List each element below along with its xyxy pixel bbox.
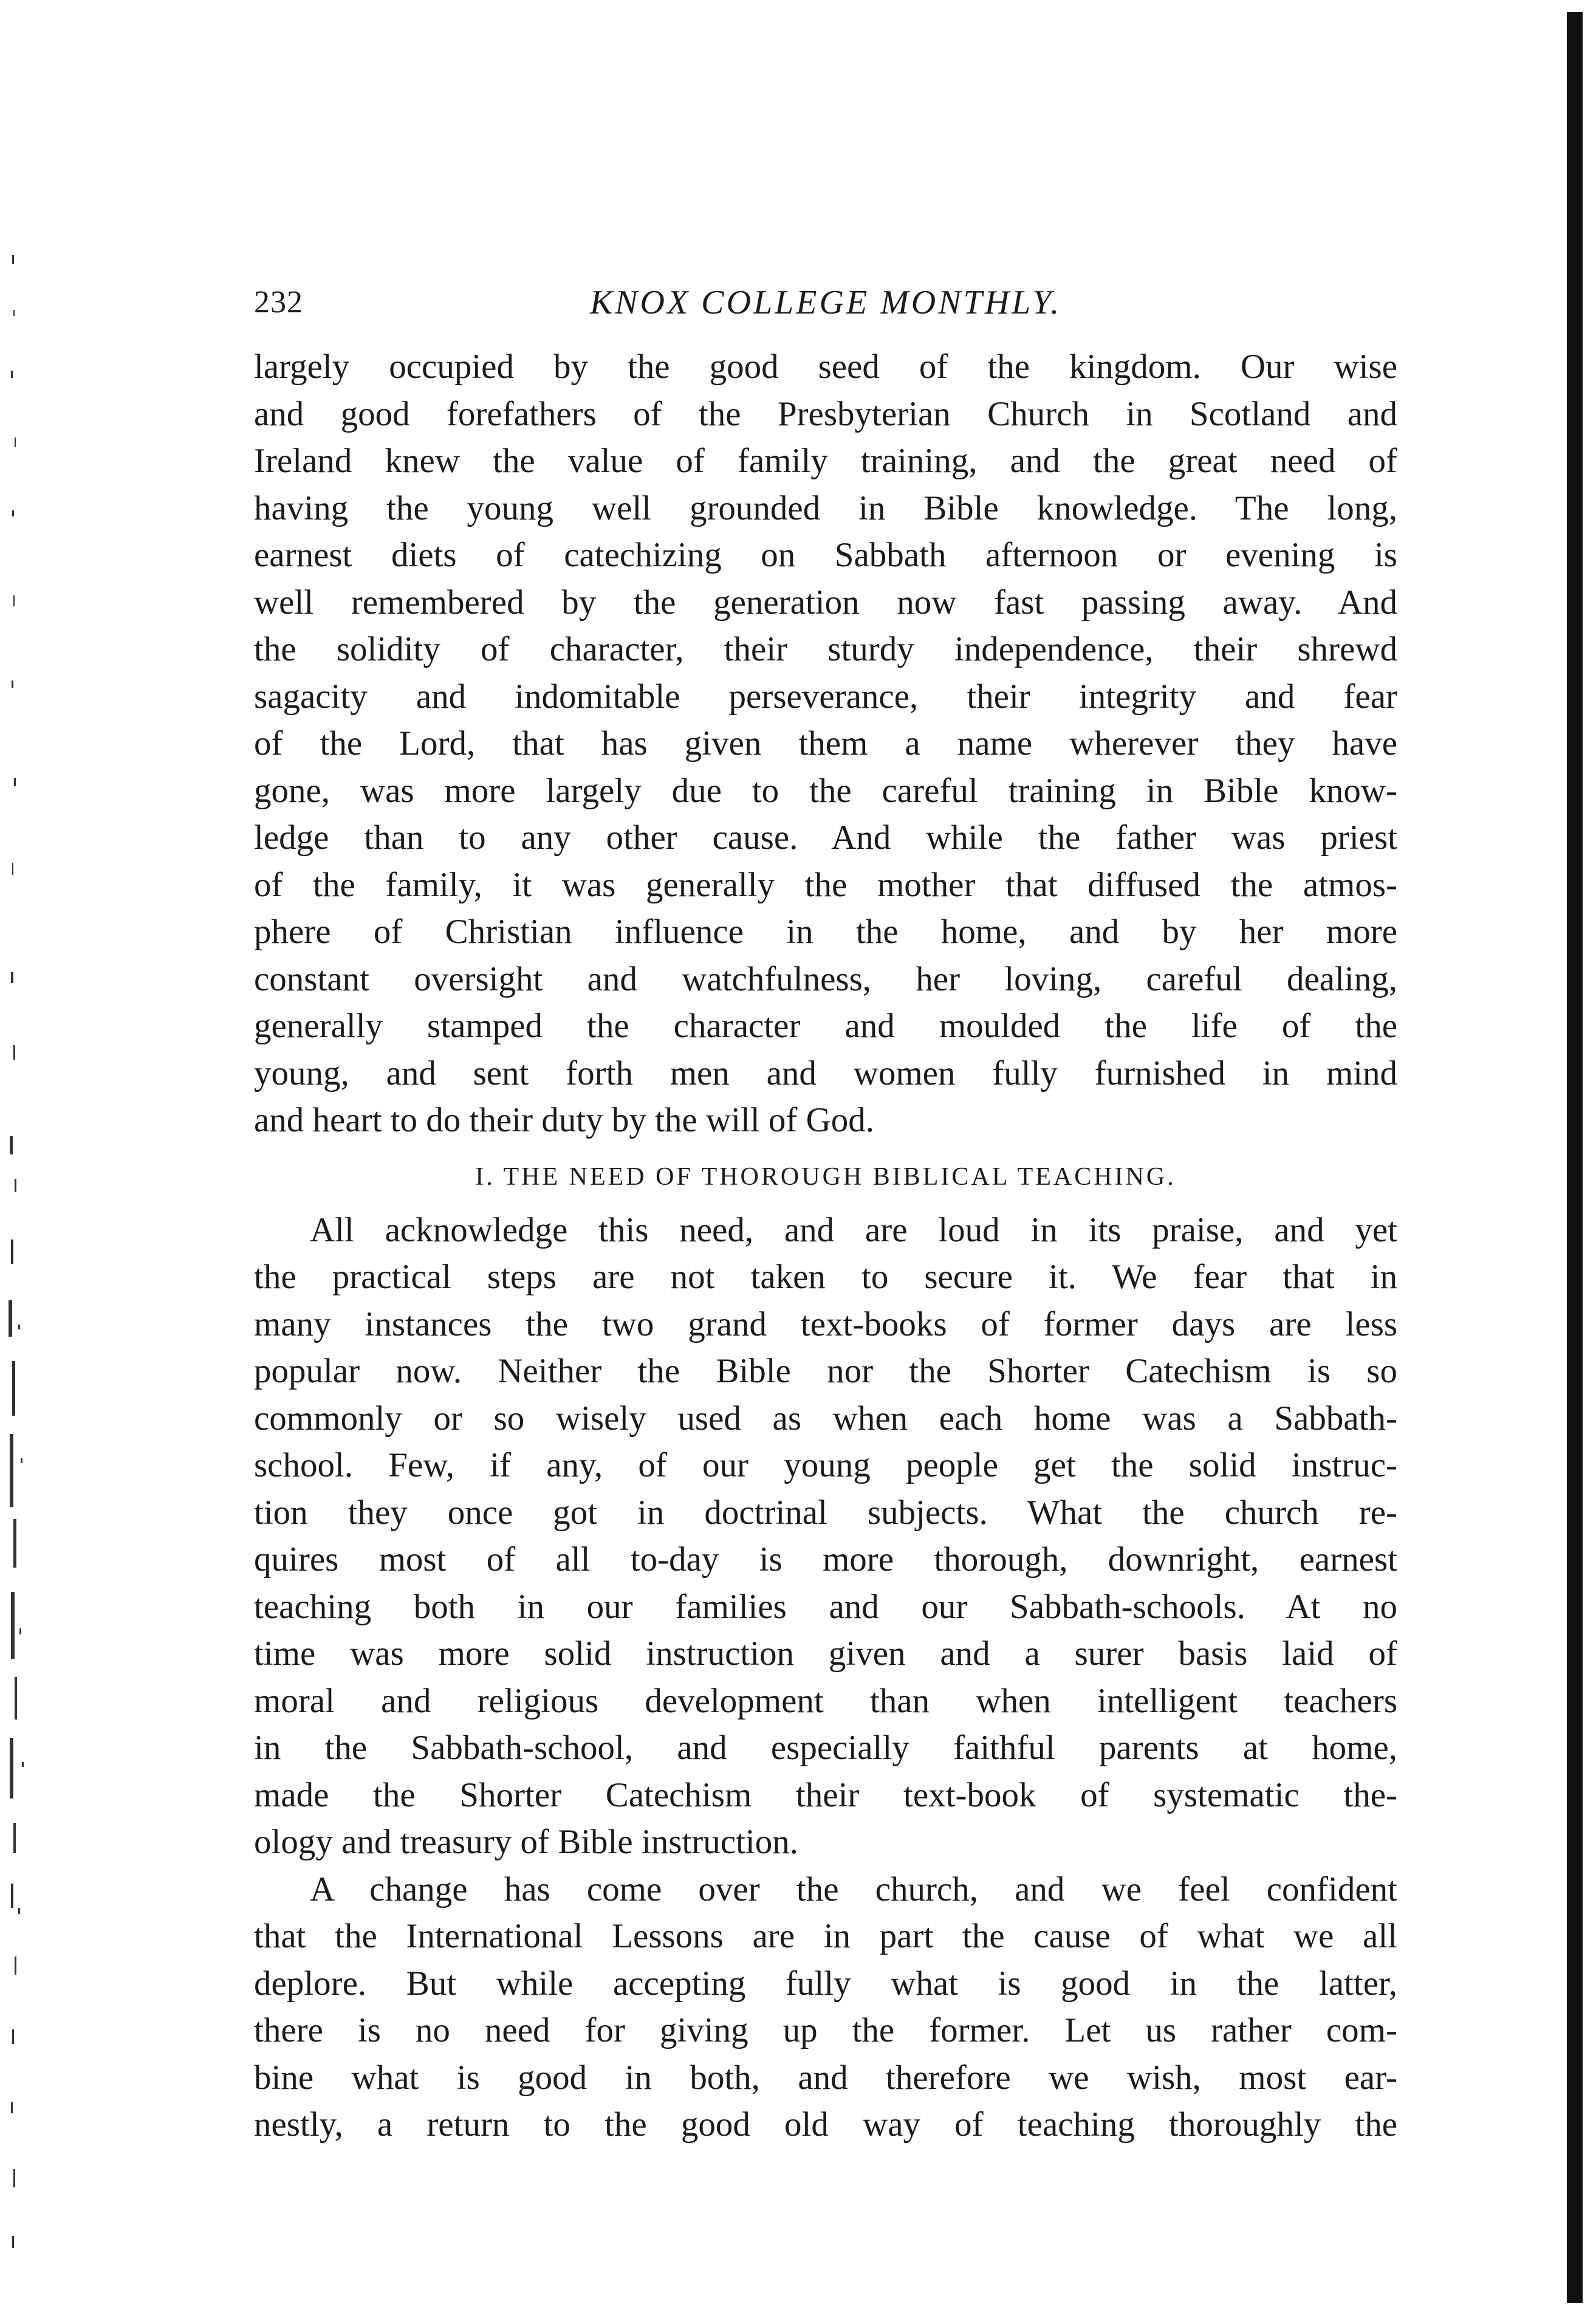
text-line: that the International Lessons are in part the cause of what we all (254, 1917, 1397, 1955)
text-line: and good forefathers of the Presbyterian Church in Scotland and (254, 394, 1397, 433)
gutter-speckle-marks (0, 255, 43, 2309)
text-line: sagacity and indomitable perseverance, their integrity and fear (254, 677, 1397, 716)
text-line: nestly, a return to the good old way of teaching thoroughly the (254, 2105, 1397, 2144)
text-line: gone, was more largely due to the careful training in Bible know- (254, 771, 1397, 810)
text-line: many instances the two grand text-books of former days are less (254, 1305, 1397, 1343)
binding-edge-shadow (1567, 12, 1583, 2303)
text-line: earnest diets of catechizing on Sabbath afternoon or evening is (254, 536, 1397, 574)
text-line: constant oversight and watchfulness, her loving, careful dealing, (254, 959, 1397, 998)
text-line: time was more solid instruction given and a surer basis laid of (254, 1634, 1397, 1673)
paragraph-3 (254, 1866, 1397, 2148)
text-line: made the Shorter Catechism their text-book of systematic the- (254, 1775, 1397, 1814)
text-line: the practical steps are not taken to secure it. We fear that in (254, 1258, 1397, 1296)
text-line: tion they once got in doctrinal subjects. What the church re- (254, 1493, 1397, 1532)
text-line: ology and treasury of Bible instruction. (254, 1823, 798, 1861)
running-title: KNOX COLLEGE MONTHLY. (589, 284, 1062, 321)
section-heading: I. THE NEED OF THOROUGH BIBLICAL TEACHING. (475, 1162, 1176, 1191)
page-header (254, 278, 1397, 327)
text-line: well remembered by the generation now fast passing away. And (254, 583, 1397, 622)
text-line: A change has come over the church, and we feel confident (310, 1870, 1397, 1908)
text-line: teaching both in our families and our Sabbath-schools. At no (254, 1587, 1397, 1626)
text-line: having the young well grounded in Bible knowledge. The long, (254, 489, 1397, 527)
text-line: largely occupied by the good seed of the kingdom. Our wise (254, 348, 1397, 386)
text-line: deplore. But while accepting fully what is good in the latter, (254, 1964, 1397, 2003)
text-line: All acknowledge this need, and are loud in its praise, and yet (310, 1210, 1397, 1249)
text-line: popular now. Neither the Bible nor the Shorter Catechism is so (254, 1352, 1397, 1390)
text-line: quires most of all to-day is more thorough, downright, earnest (254, 1540, 1397, 1579)
text-line: and heart to do their duty by the will of God. (254, 1101, 875, 1139)
text-line: phere of Christian influence in the home, and by her more (254, 913, 1397, 951)
text-line: of the Lord, that has given them a name wherever they have (254, 724, 1397, 763)
text-line: commonly or so wisely used as when each home was a Sabbath- (254, 1399, 1397, 1438)
paragraph-1 (254, 343, 1397, 1144)
text-line: in the Sabbath-school, and especially faithful parents at home, (254, 1729, 1397, 1767)
text-line: school. Few, if any, of our young people get the solid instruc- (254, 1446, 1397, 1484)
text-line: bine what is good in both, and therefore we wish, most ear- (254, 2058, 1397, 2097)
page-number: 232 (254, 285, 303, 320)
text-line: there is no need for giving up the former. Let us rather com- (254, 2011, 1397, 2049)
text-line: Ireland knew the value of family training, and the great need of (254, 442, 1397, 480)
text-line: ledge than to any other cause. And while the father was priest (254, 818, 1397, 857)
paragraph-2 (254, 1207, 1397, 1866)
text-line: generally stamped the character and moulded the life of the (254, 1007, 1397, 1045)
text-line: moral and religious development than when intelligent teachers (254, 1681, 1397, 1720)
text-line: of the family, it was generally the mother that diffused the atmos- (254, 865, 1397, 904)
article-body (254, 343, 1397, 2148)
text-line: young, and sent forth men and women fully furnished in mind (254, 1054, 1397, 1092)
text-line: the solidity of character, their sturdy independence, their shrewd (254, 630, 1397, 668)
